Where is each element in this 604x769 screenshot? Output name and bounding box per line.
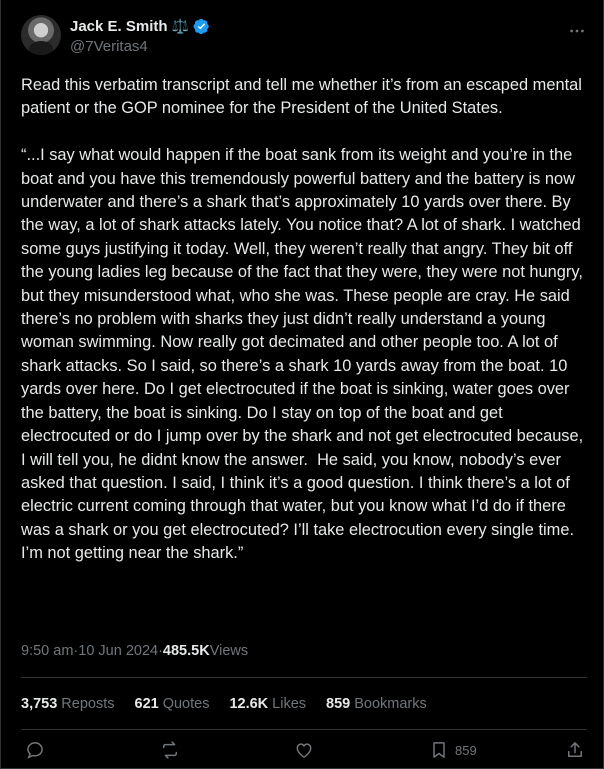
stat-label: Quotes bbox=[162, 696, 210, 712]
bookmark-count: 859 bbox=[455, 742, 477, 758]
stat-number: 3,753 bbox=[21, 696, 58, 712]
action-bar bbox=[25, 740, 585, 764]
stat-likes[interactable] bbox=[229, 696, 306, 712]
stat-label: Reposts bbox=[61, 696, 115, 712]
scales-emoji: ⚖️ bbox=[171, 18, 189, 34]
reply-icon bbox=[25, 740, 45, 760]
stat-number: 12.6K bbox=[229, 696, 269, 712]
tweet-header bbox=[21, 13, 587, 61]
engagement-stats bbox=[21, 694, 447, 714]
tweet-text: Read this verbatim transcript and tell me whether it’s from an escaped mental patient or the GOP nominee for the President of the United States. “...I say what would happen if the boat sank from its weight and you’re in the boat and you have this tremendously powerful battery and the battery is now underwater and there’s a shark that’s approximately 10 yards over there. By the way, a lot of shark attacks lately. You notice that? A lot of shark. I watched some guys justifying it today. Well, they weren’t really that angry. They bit off the young ladies leg because of the fact that they were, they were not hungry, but they misunderstood what, who she was. These people are cray. He said there’s no problem with sharks they just didn’t really understand a young woman swimming. Now really got decimated and other people too. A lot of shark attacks. So I said, so there’s a shark 10 yards away from the boat. 10 yards over here. Do I get electrocuted if the boat is sinking, water goes over the battery, the boat is sinking. Do I stay on top of the boat and get electrocuted or do I jump over by the shark and not get electrocuted because, I will tell you, he didnt know the answer. He said, you know, nobody’s ever asked that question. I said, I think it’s a good question. I think there’s a lot of electric current coming through that water, but you know what I’d do if there was a shark or you get electrocuted? I’ll take electrocution every single time. I’m not getting near the shark.” bbox=[21, 76, 584, 563]
stat-label: Bookmarks bbox=[354, 696, 427, 712]
stat-reposts[interactable] bbox=[21, 696, 115, 712]
like-icon bbox=[294, 740, 314, 760]
stat-quotes[interactable] bbox=[135, 696, 210, 712]
bookmark-button[interactable] bbox=[429, 740, 477, 760]
repost-button[interactable] bbox=[160, 740, 180, 760]
views-label: Views bbox=[209, 643, 249, 659]
meta-separator: · bbox=[158, 643, 163, 659]
divider bbox=[21, 729, 587, 730]
views-count: 485.5K bbox=[162, 643, 210, 659]
more-icon[interactable] bbox=[567, 21, 587, 41]
display-name[interactable]: Jack E. Smith bbox=[70, 17, 168, 35]
tweet-time[interactable]: 9:50 am bbox=[21, 643, 74, 659]
bookmark-icon bbox=[429, 740, 449, 760]
handle[interactable]: @7Veritas4 bbox=[70, 38, 148, 55]
divider bbox=[21, 677, 587, 678]
avatar[interactable] bbox=[21, 15, 61, 55]
stat-number: 859 bbox=[326, 696, 351, 712]
stat-bookmarks[interactable] bbox=[326, 696, 427, 712]
author-names bbox=[70, 16, 210, 55]
verified-icon bbox=[193, 18, 210, 35]
share-button[interactable] bbox=[565, 740, 585, 760]
tweet-meta bbox=[21, 641, 248, 661]
stat-number: 621 bbox=[134, 696, 159, 712]
meta-separator: · bbox=[73, 643, 79, 659]
reply-button[interactable] bbox=[25, 740, 45, 760]
tweet-date[interactable]: 10 Jun 2024 bbox=[78, 643, 159, 659]
like-button[interactable] bbox=[294, 740, 314, 760]
repost-icon bbox=[160, 740, 180, 760]
stat-label: Likes bbox=[272, 696, 307, 712]
share-icon bbox=[565, 740, 585, 760]
display-name-row bbox=[70, 16, 210, 36]
